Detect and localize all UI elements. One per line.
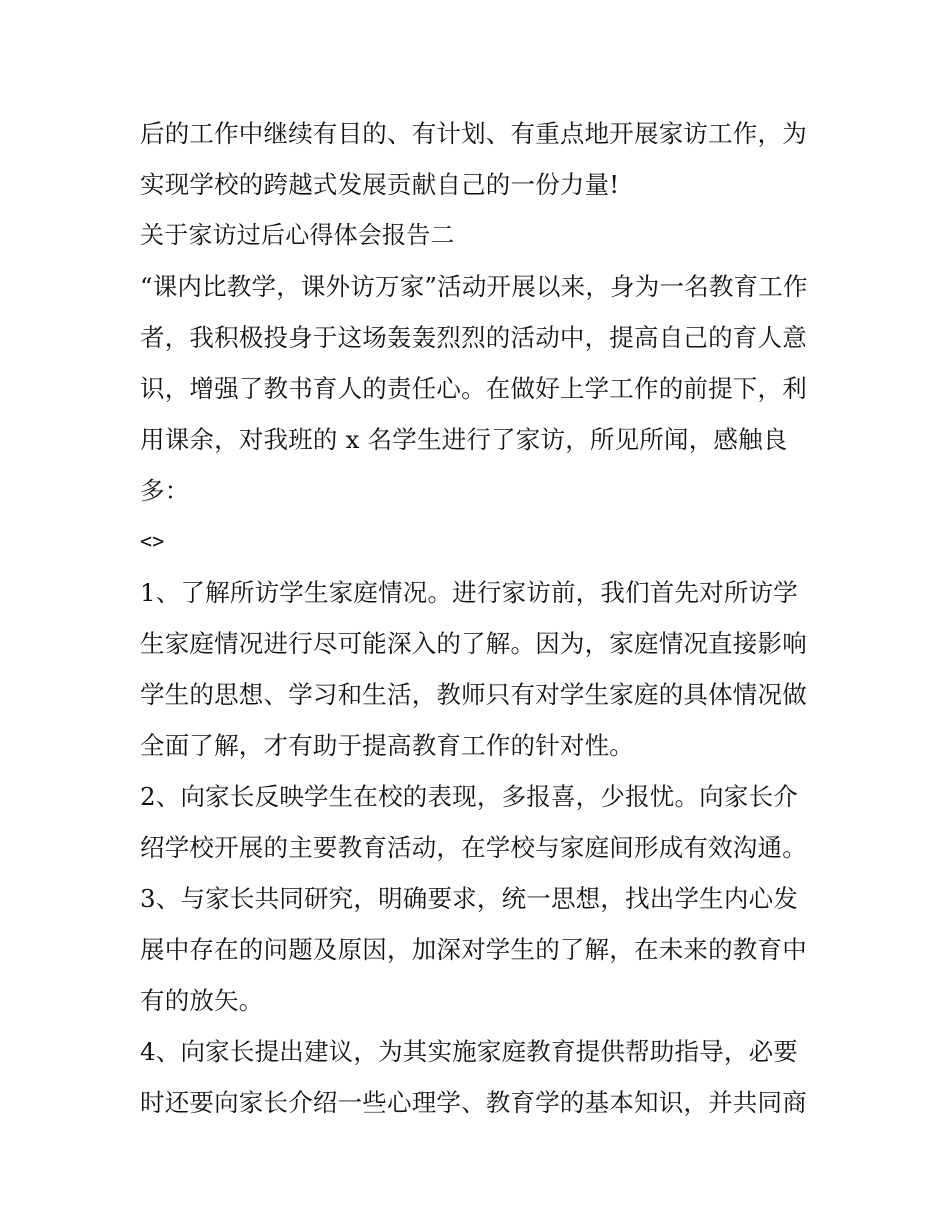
text-line: 时还要向家长介绍一些心理学、教育学的基本知识，并共同商 [140,1088,807,1117]
text-line: 者，我积极投身于这场轰轰烈烈的活动中，提高自己的育人意 [140,323,807,352]
section-heading: 关于家访过后心得体会报告二 [140,221,455,249]
text-line: 2、向家长反映学生在校的表现，多报喜，少报忧。向家长介 [140,782,798,811]
text-line: 实现学校的跨越式发展贡献自己的一份力量! [140,170,620,199]
text-line: 用课余，对我班的 x 名学生进行了家访，所见所闻，感触良 [140,425,788,454]
text-line: 生家庭情况进行尽可能深入的了解。因为，家庭情况直接影响 [140,629,807,658]
text-line: 1、了解所访学生家庭情况。进行家访前，我们首先对所访学 [140,578,798,607]
text-line: 3、与家长共同研究，明确要求，统一思想，找出学生内心发 [140,884,798,913]
document-body [140,108,820,1128]
text-line: 有的放矢。 [140,986,264,1015]
text-line: “课内比教学，课外访万家”活动开展以来，身为一名教育工作 [140,272,808,301]
placeholder-marker: <> [140,529,165,553]
text-line: 绍学校开展的主要教育活动，在学校与家庭间形成有效沟通。 [140,833,807,862]
text-line: 展中存在的问题及原因，加深对学生的了解，在未来的教育中 [140,935,807,964]
text-line: 学生的思想、学习和生活，教师只有对学生家庭的具体情况做 [140,680,807,709]
text-line: 识，增强了教书育人的责任心。在做好上学工作的前提下，利 [140,374,807,403]
text-line: 全面了解，才有助于提高教育工作的针对性。 [140,731,634,760]
text-line: 4、向家长提出建议，为其实施家庭教育提供帮助指导，必要 [140,1037,798,1066]
text-line: 后的工作中继续有目的、有计划、有重点地开展家访工作，为 [140,119,807,148]
text-line: 多： [140,476,190,505]
